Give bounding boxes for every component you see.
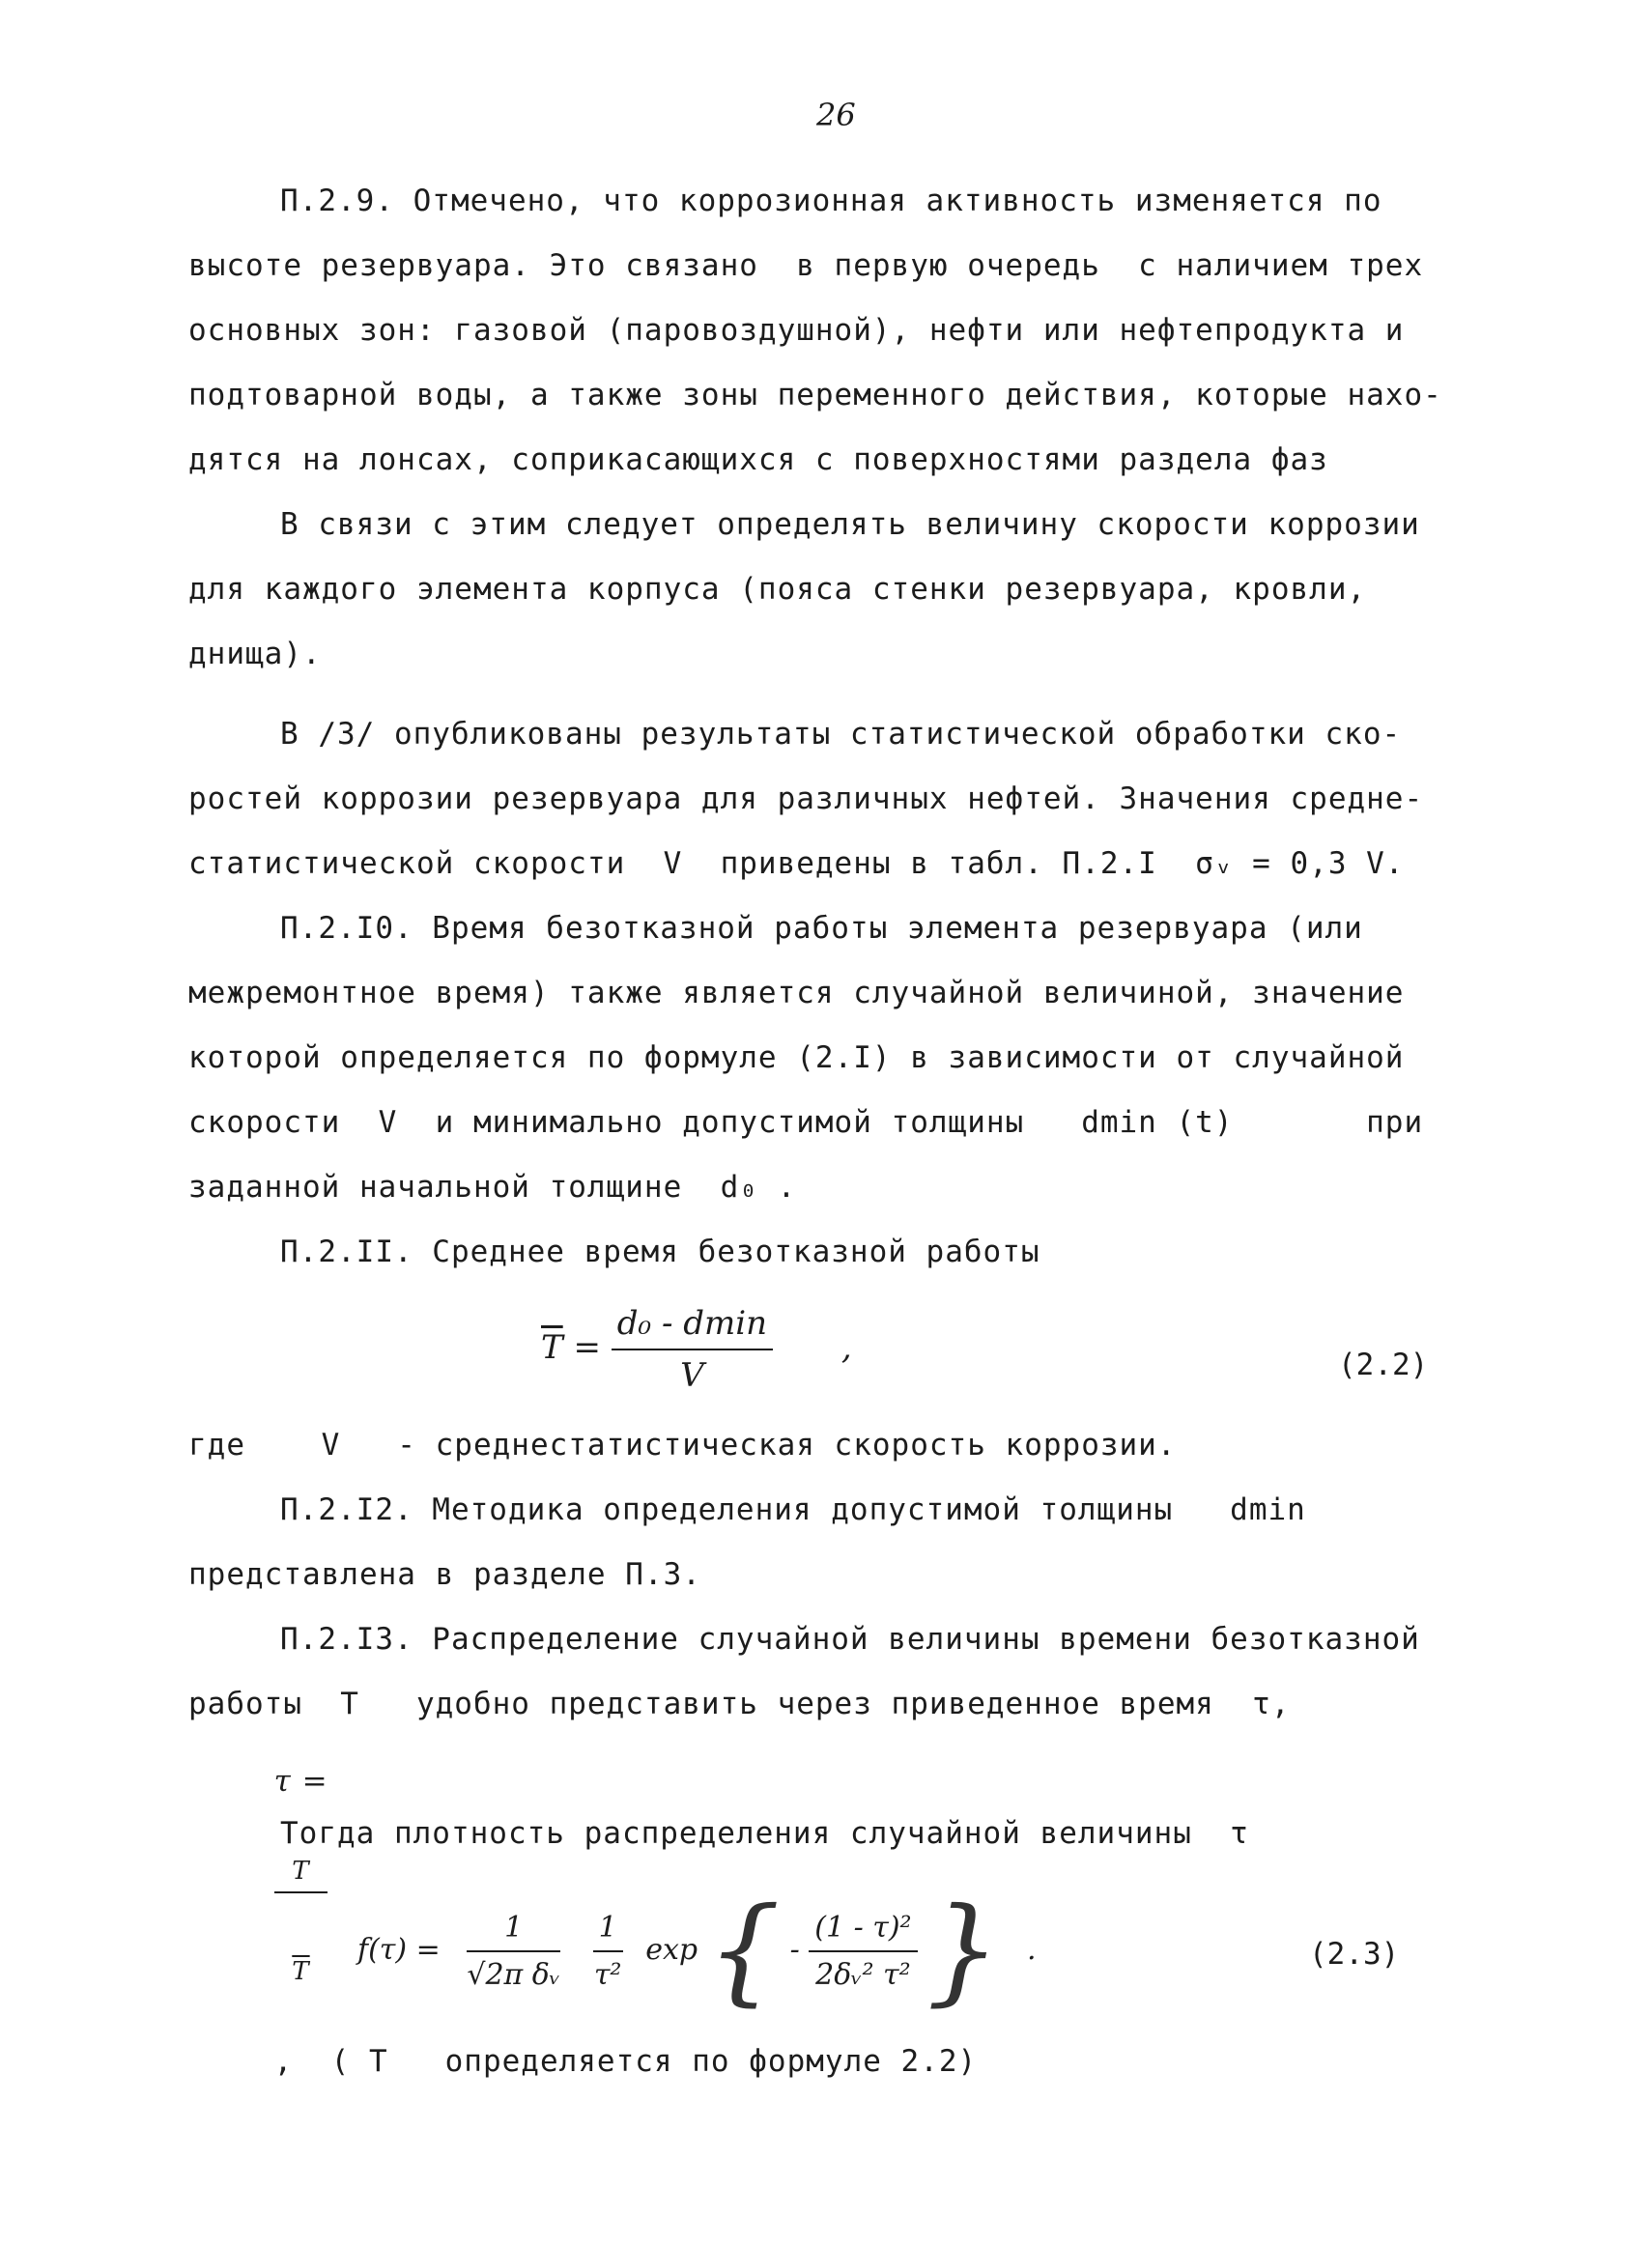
equation-number: (2.3) (1309, 1937, 1400, 1972)
text-line: П.2.I3. Распределение случайной величины времени безотказной (280, 1622, 1420, 1657)
text-line: П.2.I2. Методика определения допустимой толщины dmin (280, 1492, 1306, 1527)
equation-2-3: f(τ) = $\frac{1}{\text{√2π δᵥ}}$ $\frac{1}{\text{τ²}}$ exp { - $\frac{\text{(1 - τ)²}}{\text{2δᵥ² τ²}}$ } . (357, 1884, 1037, 2018)
text-line: высоте резервуара. Это связано в первую очередь с наличием трех (188, 248, 1424, 283)
text-line: подтоварной воды, а также зоны переменного действия, которые нахо- (188, 378, 1442, 412)
eq-tail: , (840, 1328, 852, 1367)
text-line: П.2.9. Отмечено, что коррозионная активность изменяется по (280, 184, 1382, 218)
text-line: работы T удобно представить через приведенное время τ, (188, 1687, 1291, 1721)
equation-2-2: $\overline{T}$ = $\frac{\text{d₀ - dmin}}{V}$ , (541, 1304, 852, 1395)
text-line: дятся на лонсах, соприкасающихся с поверхностями раздела фаз (188, 442, 1328, 477)
text-line: основных зон: газовой (паровоздушной), нефти или нефтепродукта и (188, 313, 1405, 348)
eq-numerator: d₀ - dmin (612, 1304, 773, 1350)
text-line: представлена в разделе П.3. (188, 1557, 701, 1592)
text-line: межремонтное время) также является случайной величиной, значение (188, 976, 1405, 1010)
right-brace: } (926, 1884, 1001, 2018)
text-line: днища). (188, 637, 322, 671)
text-line: статистической скорости V приведены в табл. П.2.I σᵥ = 0,3 V. (188, 846, 1405, 881)
text-line: скорости V и минимально допустимой толщины dmin (t) при (188, 1105, 1424, 1140)
text-line: заданной начальной толщине d₀ . (188, 1170, 797, 1205)
tau-fraction: $\frac{T}{T}$ (274, 1799, 328, 2044)
eq23-lhs: f(τ) = (357, 1933, 441, 1967)
tau-lhs: τ = (273, 1764, 328, 1799)
text-line: В /3/ опубликованы результаты статистической обработки ско- (280, 717, 1402, 752)
eq-fraction (612, 1304, 773, 1395)
left-brace: { (706, 1884, 782, 2018)
text-line: для каждого элемента корпуса (пояса стенки резервуара, кровли, (188, 572, 1367, 607)
page-number: 26 (816, 97, 856, 133)
text-line: где V - среднестатистическая скорость коррозии. (188, 1428, 1177, 1463)
text-line: В связи с этим следует определять величину скорости коррозии (280, 507, 1420, 542)
equation-number: (2.2) (1338, 1348, 1429, 1382)
text-line: П.2.II. Среднее время безотказной работы (280, 1235, 1040, 1269)
text-line: которой определяется по формуле (2.I) в зависимости от случайной (188, 1040, 1405, 1075)
text-line: Тогда плотность распределения случайной величины τ (280, 1816, 1249, 1851)
text-line: П.2.I0. Время безотказной работы элемента резервуара (или (280, 911, 1363, 946)
tau-rest: , ( T определяется по формуле 2.2) (273, 2044, 978, 2079)
text-line: ростей коррозии резервуара для различных нефтей. Значения средне- (188, 781, 1424, 816)
eq-denominator: V (680, 1356, 704, 1395)
eq-lhs: $\overline{T}$ (541, 1328, 563, 1367)
